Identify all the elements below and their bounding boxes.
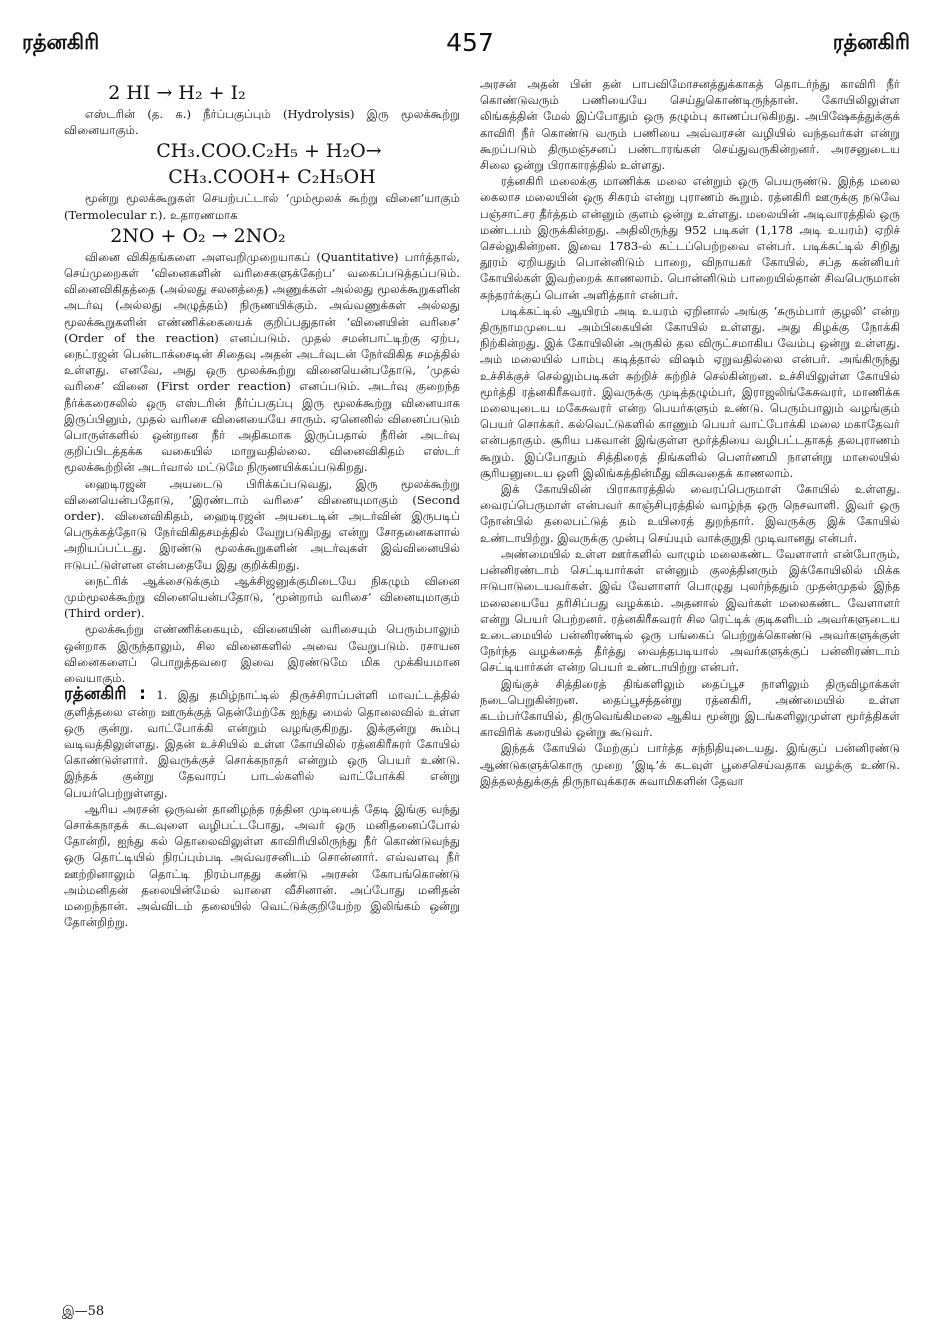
paragraph-second-order: ஹைடிரஜன் அயடைடு பிரிக்கப்படுவது, இரு மூலக்கூற்று வினையென்பதோடு, ‘இரண்டாம் வரிசை’ வினையுமாகும் (Second order). வினைவிகிதம், ஹைடிரஜன் அயடைடின் அடர்வின் இருபடிப் பெருக்கத்தோடு நேர்விகிதசமத்தில் வேறுபடுகிறது என்று சோதனைகளால் அறியப்பட்டது. இரண்டு மூலக்கூறுகளின் அடர்வுகள் இவ்வினையில் ஈடுபட்டுள்ளன என்பதையே இது குறிக்கிறது. — [64, 476, 460, 572]
paragraph-reaction-order: வினை விகிதங்களை அளவறிமுறையாகப் (Quantitative) பார்த்தால், செய்முறைகள் ‘வினைகளின் வரிசைகளுக்கேற்ப’ வகைப்படுத்தப்படும். வினைவிகிதத்தை (அல்லது சலனத்தை) அணுக்கள் அல்லது மூலக்கூறுகளின் அடர்வு (அல்லது அழுத்தம்) நிருணயிக்கும். அவ்வணுக்கள் அல்லது மூலக்கூறுகளின் எண்ணிக்கையைக் குறிப்பதுதான் ‘வினையின் வரிசை’ (Order of the reaction) எனப்படும். முதல் சமன்பாட்டிற்கு ஏற்ப, நைட்ரஜன் பென்டாக்சைடின் சிதைவு அதன் அடர்வுடன் நேர்விகித சமத்தில் உள்ளது. எனவே, அது ஒரு மூலக்கூற்று வினையென்பதோடு, ‘முதல் வரிசை’ வினை (First order reaction) எனப்படும். அடர்வு குறைந்த நீர்க்கரைசலில் ஒரு எஸ்டரின் நீர்ப்பகுப்பு இரு மூலக்கூற்று வினையாக இருப்பினும், முதல் வரிசை வினையையே சாரும். ஏனெனில் வினைப்படும் பொருள்களில் ஒன்றான நீர் அதிகமாக இருப்பதால் நீரின் அடர்வு குறிப்பிடத்தக்க வகையில் மாறுவதில்லை. வினைவிகிதம் எஸ்டர் மூலக்கூற்றின் அடர்வால் மட்டுமே நிருணயிக்கப்படுகிறது. — [64, 249, 460, 475]
running-head-right: ரத்னகிரி — [832, 30, 910, 54]
paragraph-molecularity: மூலக்கூற்று எண்ணிக்கையும், வினையின் வரிசையும் பெரும்பாலும் ஒன்றாக இருந்தாலும், சில வினைகளில் அவை வேறுபடும். ரசாயன வினைகளைப் பொறுத்தவரை இவை இரண்டுமே மிக முக்கியமான வையாகும். — [64, 622, 460, 686]
entry-title: ரத்னகிரி : — [64, 684, 146, 705]
equation-hi: 2 HI → H₂ + I₂ — [108, 82, 246, 104]
paragraph-hydrolysis: எஸ்டரின் (த. க.) நீர்ப்பகுப்பும் (Hydrolysis) இரு மூலக்கூற்று வினையாகும். — [64, 107, 460, 138]
paragraph-festivals: இங்குச் சித்திரைத் திங்களிலும் தைப்பூச நாளிலும் திருவிழாக்கள் நடைபெறுகின்றன. தைப்பூசத்தன்று ரத்னகிரி, அண்மையில் உள்ள கடம்பர்கோயில், திருவெங்கிமலை ஆகிய மூன்று இடங்களிலுமுள்ள மூர்த்திகள் காவிரிக் கரையில் ஒன்று கூடுவர். — [480, 676, 900, 740]
equation-no: 2NO + O₂ → 2NO₂ — [110, 224, 286, 247]
right-column — [480, 76, 900, 1316]
left-column — [64, 80, 460, 1320]
paragraph-legend: ஆரிய அரசன் ஒருவன் தானிழந்த ரத்தின முடியைத் தேடி இங்கு வந்து சொக்கநாதக் கடவுளை வழிபட்டபோது, அவர் ஒரு மனிதனைப்போல் தோன்றி, ஐந்து கல் தொலைவிலுள்ள காவிரியிலிருந்து நீர் கொண்டுவந்து ஒரு தொட்டியில் நிரப்பும்படி அவ்வரசனிடம் சொன்னார். எவ்வளவு நீர் ஊற்றினாலும் தொட்டி நிரம்பாதது கண்டு அரசன் கோபங்கொண்டு அம்மனிதன் தலையின்மேல் வாளை வீசினான். அப்போது மனிதன் மறைந்தான். அவ்விடம் தலையில் வெட்டுக்குறியேற்ற இலிங்கம் ஒன்று தோன்றிற்று. — [64, 801, 460, 930]
signature-mark: இ—58 — [62, 1304, 105, 1319]
page-number: 457 — [446, 28, 494, 57]
paragraph-third-order: நைட்ரிக் ஆக்சைடுக்கும் ஆக்சிஜனுக்குமிடையே நிகழும் வினை மும்மூலக்கூற்று வினையென்பதோடு, ‘மூன்றாம் வரிசை’ வினையுமாகும் (Third order). — [64, 573, 460, 621]
entry-text: 1. இது தமிழ்நாட்டில் திருச்சிராப்பள்ளி மாவட்டத்தில் குளித்தலை என்ற ஊருக்குத் தென்மேற்கே ஐந்து மைல் தொலைவில் உள்ள ஒரு குன்று. வாட்போக்கி என்றும் வழங்குகிறது. இக்குன்று கூம்பு வடிவத்திலுள்ளது. இதன் உச்சியில் உள்ள கோயிலில் ரத்னகிரீசுரர் கோயில் கொண்டுள்ளார். இவருக்குச் சொக்கநாதர் என்றும் ஒரு பெயர் உண்டு. இந்தக் குன்று தேவாரப் பாடல்களில் வாட்போக்கி என்று பெயர்பெற்றுள்ளது. — [64, 688, 460, 800]
paragraph-king: அரசன் அதன் பின் தன் பாபவிமோசனத்துக்காகத் தொடர்ந்து காவிரி நீர் கொண்டுவரும் பணியையே செய்துகொண்டிருந்தான். கோயிலிலுள்ள லிங்கத்தின் மேல் இப்போதும் ஒரு தழும்பு காணப்படுகிறது. அபிஷேகத்துக்குக் காவிரி நீர் கொண்டு வரும் பணியை அவ்வரசன் வழியில் வந்தவர்கள் என்று கூறப்படும் திருமஞ்சனப் பண்டாரங்கள் செய்துவருகின்றனர். அரசனுடைய சிலை ஒன்று பிராகாரத்தில் உள்ளது. — [480, 77, 900, 173]
paragraph-hill: ரத்னகிரி மலைக்கு மாணிக்க மலை என்றும் ஒரு பெயருண்டு. இந்த மலை கைலாச மலையின் ஒரு சிகரம் என்று புராணம் கூறும். ரத்னகிரி ஊருக்கு நடுவே பஞ்சாட்சர தீர்த்தம் என்னும் குளம் ஒன்று உள்ளது. மலையின் அடிவாரத்தில் ஒரு மண்டபம் இருக்கின்றது. அதிலிருந்து 952 படிகள் (1,178 அடி உயரம்) ஏறிச் செல்லுகின்றன. இவை 1783-ல் கட்டப்பெற்றவை என்பர். படிக்கட்டில் சிறிது தூரம் ஏறியதும் பொன்னிடும் பாறை, விநாயகர் கோயில், சப்த கன்னியர் கோயில்கள் இவற்றைக் காணலாம். பொன்னிடும் பாறையில்தான் சிவபெருமான் சுந்தரர்க்குப் பொன் அளித்தார் என்பர். — [480, 174, 900, 302]
equation-ester-a: CH₃.COO.C₂H₅ + H₂O→ — [156, 140, 382, 163]
paragraph-vairaperumal: இக் கோயிலின் பிராகாரத்தில் வைரப்பெருமாள் கோயில் உள்ளது. வைரப்பெருமாள் என்பவர் காஞ்சிபுரத்தில் வாழ்ந்த ஒரு நெசவாளி. இவர் ஒரு நோன்பில் தலைபட்டுத் தம் உயிரைத் துறந்தார். இவருக்கு இக் கோயில் உண்டாயிற்று. இவருக்கு முன்பு செய்யும் வாக்குறுதி முடிவானது என்பர். — [480, 482, 900, 545]
paragraph-shrine: இந்தக் கோயில் மேற்குப் பார்த்த சந்நிதியுடையது. இங்குப் பன்னிரண்டு ஆண்டுகளுக்கொரு முறை ‘இடி’க் கடவுள் பூசைசெய்வதாக வழக்கு உண்டு. இத்தலத்துக்குத் திருநாவுக்கரசு சுவாமிகளின் தேவா — [480, 741, 900, 788]
paragraph-termolecular: மூன்று மூலக்கூறுகள் செயற்பட்டால் ‘மும்மூலக் கூற்று வினை’யாகும் (Termolecular r.). உதாரணமாக — [64, 191, 460, 222]
running-head-left: ரத்னகிரி — [22, 30, 100, 54]
paragraph-communities: அண்மையில் உள்ள ஊர்களில் வாழும் மலைகண்ட வேளாளர் என்போரும், பன்னிரண்டாம் செட்டியார்கள் என்னும் குலத்தினரும் இக்கோயிலில் மிக்க ஈடுபாடுடையவர்கள். இவ் வேளாளர் பொழுது புலர்ந்ததும் முதன்முதல் இந்த மலையையே தரிசிப்பது வழக்கம். அதனால் இவர்கள் மலைகண்ட வேளாளர் என்று பெயர் பெற்றனர். ரத்னகிரீசுவரர் சில ரெட்டிக் குடிகளிடம் அவர்களுடைய உடைமையில் பன்னிரண்டில் ஒரு பங்கைப் பெற்றுக்கொண்டு அவர்களுக்குள் நேர்ந்த வழக்கைத் தீர்த்து வைத்தபடியால் அவர்களுக்குப் பன்னிரண்டாம் செட்டியார்கள் என்ற பெயர் உண்டாயிற்று என்பர். — [480, 546, 900, 675]
paragraph-steps: படிக்கட்டில் ஆயிரம் அடி உயரம் ஏறினால் அங்கு ‘சுரும்பார் குழலி’ என்ற திருநாமமுடைய அம்பிகையின் கோயில் உள்ளது. அது கிழக்கு நோக்கி நிற்கின்றது. இக் கோயிலின் அருகில் தல விருட்சமாகிய வேம்பு ஒன்று உள்ளது. அம் மலையில் பாம்பு கடித்தால் விஷம் ஏறுவதில்லை என்பர். அங்கிருந்து உச்சிக்குச் செல்லும்படிகள் சுற்றிச் சுற்றிச் செல்கின்றன. உச்சியிலுள்ள கோயில் மூர்த்தி ரத்னகிரீசுவரர். இவருக்கு முடித்தழும்பர், இராஜலிங்கேசுவரர், மாணிக்க மலையுடைய மகேசுவரர் என்ற பெயர்களும் உண்டு. பெரும்பாலும் வழங்கும் பெயர் சொக்கர். கல்வெட்டுகளில் காணும் பெயர் வாட்போக்கி மலை மகாதேவர் என்பதாகும். சூரிய பகவான் இங்குள்ள மூர்த்தியை வழிபட்டதாகத் தலபுராணம் கூறும். இப்போதும் சித்திரைத் திங்களில் பௌர்ணமி நாளன்று மாலையில் சூரியனுடைய ஒளி இலிங்கத்தின்மீது விசுவதைக் காணலாம். — [480, 303, 900, 480]
entry-ratnagiri — [64, 686, 460, 800]
equation-ester-b: CH₃.COOH+ C₂H₅OH — [168, 166, 376, 189]
